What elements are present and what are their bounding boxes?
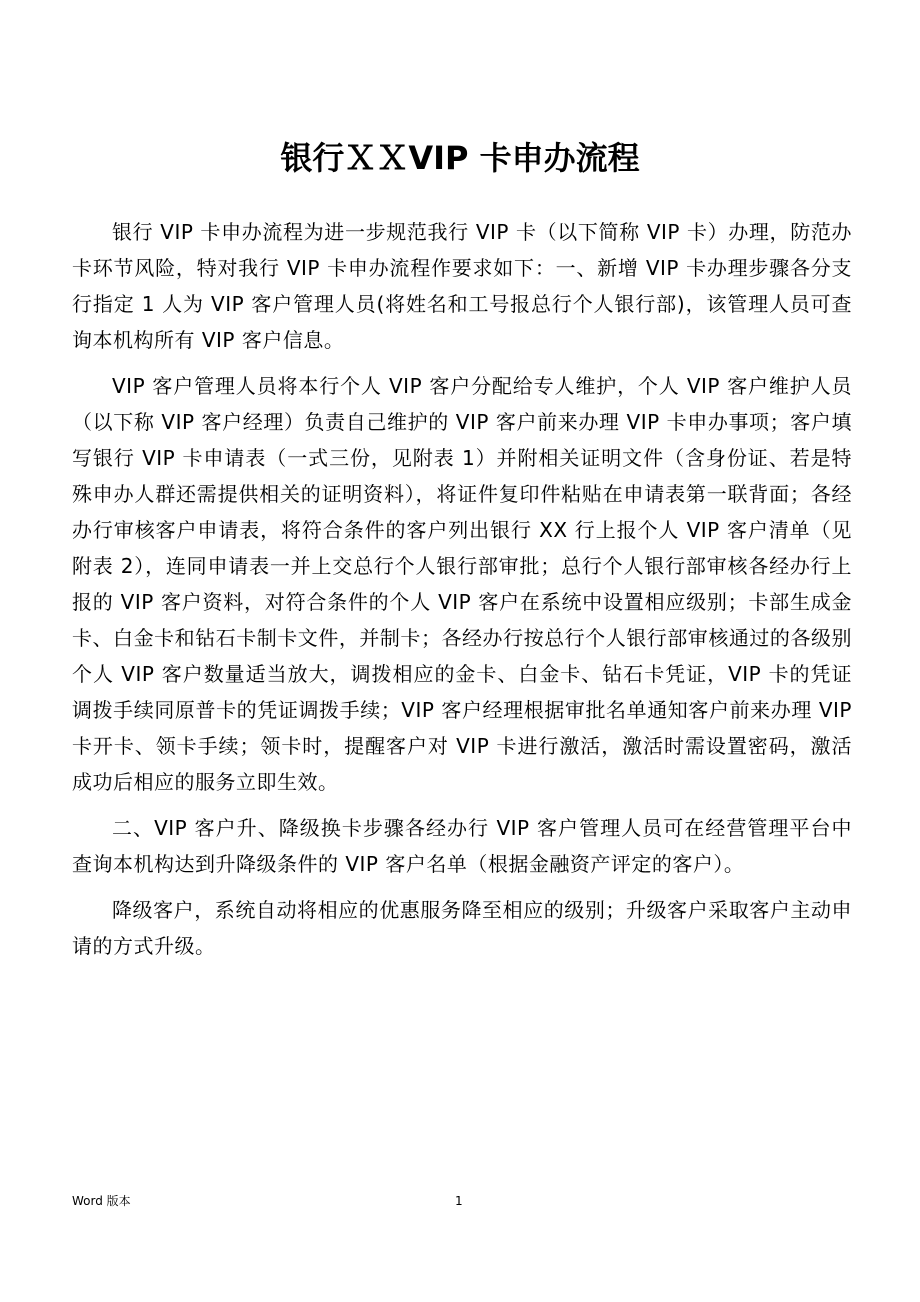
paragraph-3: 二、VIP 客户升、降级换卡步骤各经办行 VIP 客户管理人员可在经营管理平台中查询本机构达到升降级条件的 VIP 客户名单（根据金融资产评定的客户）。 xyxy=(72,816,852,876)
page-number: 1 xyxy=(455,1194,463,1208)
footer-label: Word 版本 xyxy=(72,1194,131,1208)
document-body xyxy=(72,214,852,974)
paragraph-4: 降级客户，系统自动将相应的优惠服务降至相应的级别；升级客户采取客户主动申请的方式升级。 xyxy=(72,898,852,958)
paragraph-1: 银行 VIP 卡申办流程为进一步规范我行 VIP 卡（以下简称 VIP 卡）办理，防范办卡环节风险，特对我行 VIP 卡申办流程作要求如下：一、新增 VIP 卡办理步骤各分支行指定 1 人为 VIP 客户管理人员(将姓名和工号报总行个人银行部)，该管理人员可查询本机构所有 VIP 客户信息。 xyxy=(72,220,852,352)
page-title: 银行ＸＸVIP 卡申办流程 xyxy=(280,139,640,177)
paragraph-2: VIP 客户管理人员将本行个人 VIP 客户分配给专人维护，个人 VIP 客户维护人员（以下称 VIP 客户经理）负责自己维护的 VIP 客户前来办理 VIP 卡申办事项；客户填写银行 VIP 卡申请表（一式三份，见附表 1）并附相关证明文件（含身份证、若是特殊申办人群还需提供相关的证明资料），将证件复印件粘贴在申请表第一联背面；各经办行审核客户申请表，将符合条件的客户列出银行 XX 行上报个人 VIP 客户清单（见附表 2），连同申请表一并上交总行个人银行部审批；总行个人银行部审核各经办行上报的 VIP 客户资料，对符合条件的个人 VIP 客户在系统中设置相应级别；卡部生成金卡、白金卡和钻石卡制卡文件，并制卡；各经办行按总行个人银行部审核通过的各级别个人 VIP 客户数量适当放大，调拨相应的金卡、白金卡、钻石卡凭证，VIP 卡的凭证调拨手续同原普卡的凭证调拨手续；VIP 客户经理根据审批名单通知客户前来办理 VIP 卡开卡、领卡手续；领卡时，提醒客户对 VIP 卡进行激活，激活时需设置密码，激活成功后相应的服务立即生效。 xyxy=(72,374,852,794)
